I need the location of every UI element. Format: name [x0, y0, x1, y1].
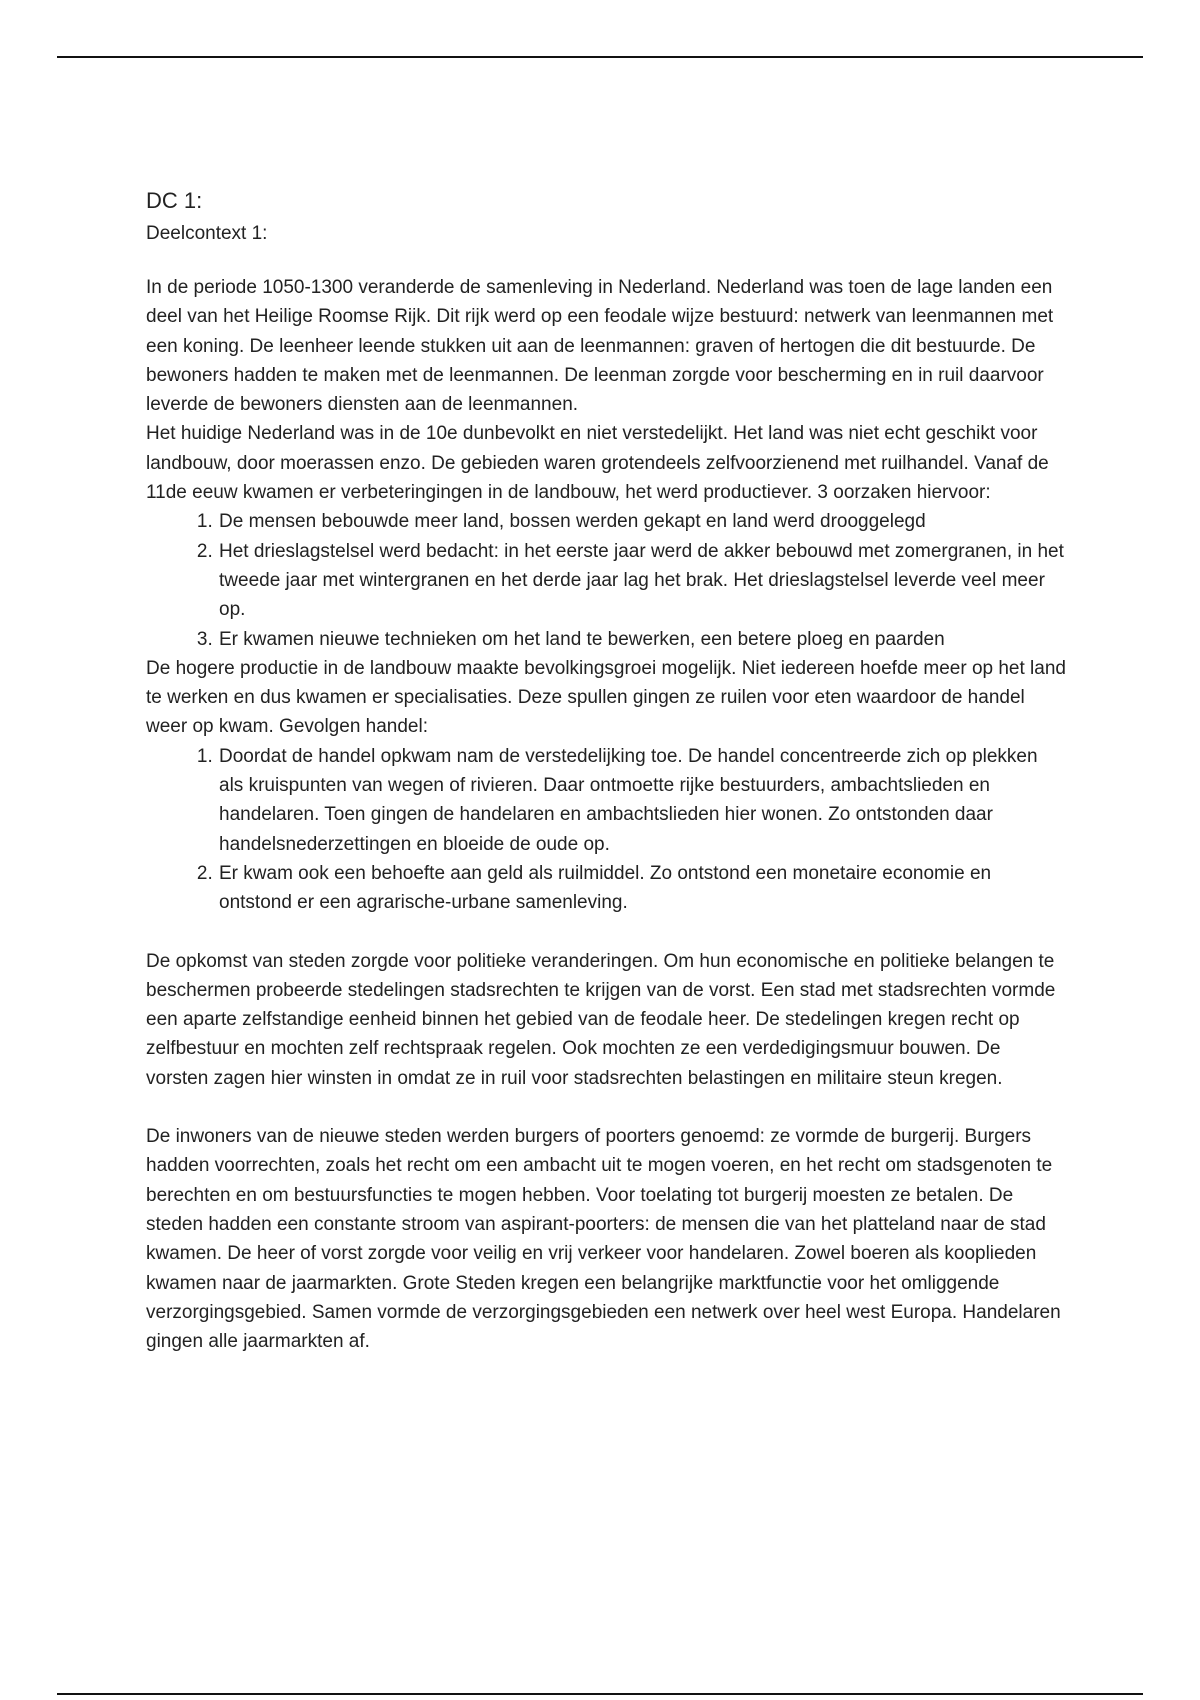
- paragraph-agriculture: Het huidige Nederland was in de 10e dunbevolkt en niet verstedelijkt. Het land was niet echt geschikt voor landbouw, door moerassen enzo. De gebieden waren grotendeels zelfvoorzienend met ruilhandel. Vanaf de 11de eeuw kwamen er verbeteringingen in de landbouw, het werd productiever. 3 oorzaken hiervoor:: [146, 423, 1049, 504]
- paragraph-burghers: De inwoners van de nieuwe steden werden burgers of poorters genoemd: ze vormde de burgerij. Burgers hadden voorrechten, zoals het recht om een ambacht uit te mogen voeren, en het recht om stadsgenoten te berechten en om bestuursfuncties te mogen hebben. Voor toelating tot burgerij moesten ze betalen. De steden hadden een constante stroom van aspirant-poorters: de mensen die van het platteland naar de stad kwamen. De heer of vorst zorgde voor veilig en vrij verkeer voor handelaren. Zowel boeren als kooplieden kwamen naar de jaarmarkten. Grote Steden kregen een belangrijke marktfunctie voor het omliggende verzorgingsgebied. Samen vormde de verzorgingsgebieden een netwerk over heel west Europa. Handelaren gingen alle jaarmarkten af.: [146, 1126, 1061, 1353]
- list-item: 3. Er kwamen nieuwe technieken om het land te bewerken, een betere ploeg en paarden: [218, 625, 1066, 654]
- paragraph-feudal-society: In de periode 1050-1300 veranderde de samenleving in Nederland. Nederland was toen de lage landen een deel van het Heilige Roomse Rijk. Dit rijk werd op een feodale wijze bestuurd: netwerk van leenmannen met een koning. De leenheer leende stukken uit aan de leenmannen: graven of hertogen die dit bestuurde. De bewoners hadden te maken met de leenmannen. De leenman zorgde voor bescherming en in ruil daarvoor leverde de bewoners diensten aan de leenmannen.: [146, 277, 1054, 416]
- list-item: 1. De mensen bebouwde meer land, bossen werden gekapt en land werd drooggelegd: [218, 507, 1066, 536]
- paragraph-gap: [146, 1093, 1066, 1122]
- bottom-rule: [57, 1693, 1143, 1695]
- paragraph-population-growth: De hogere productie in de landbouw maakte bevolkingsgroei mogelijk. Niet iedereen hoefde meer op het land te werken en dus kwamen er specialisaties. Deze spullen gingen ze ruilen voor eten waardoor de handel weer op kwam. Gevolgen handel:: [146, 657, 1066, 738]
- top-rule: [57, 56, 1143, 58]
- document-heading: DC 1:: [146, 188, 203, 213]
- list-causes: [146, 507, 1066, 653]
- list-item: 2. Er kwam ook een behoefte aan geld als ruilmiddel. Zo ontstond een monetaire economie en ontstond er een agrarische-urbane samenleving.: [218, 859, 1066, 918]
- document-body: [146, 187, 1066, 1356]
- document-subheading: Deelcontext 1:: [146, 223, 268, 244]
- paragraph-gap: [146, 918, 1066, 947]
- list-item: 2. Het drieslagstelsel werd bedacht: in het eerste jaar werd de akker bebouwd met zomergranen, in het tweede jaar met wintergranen en het derde jaar lag het brak. Het drieslagstelsel leverde veel meer op.: [218, 537, 1066, 625]
- list-effects: [146, 742, 1066, 918]
- list-item: 1. Doordat de handel opkwam nam de verstedelijking toe. De handel concentreerde zich op plekken als kruispunten van wegen of rivieren. Daar ontmoette rijke bestuurders, ambachtslieden en handelaren. Toen gingen de handelaren en ambachtslieden hier wonen. Zo ontstonden daar handelsnederzettingen en bloeide de oude op.: [218, 742, 1066, 859]
- paragraph-city-rights: De opkomst van steden zorgde voor politieke veranderingen. Om hun economische en politieke belangen te beschermen probeerde stedelingen stadsrechten te krijgen van de vorst. Een stad met stadsrechten vormde een aparte zelfstandige eenheid binnen het gebied van de feodale heer. De stedelingen kregen recht op zelfbestuur en mochten zelf rechtspraak regelen. Ook mochten ze een verdedigingsmuur bouwen. De vorsten zagen hier winsten in omdat ze in ruil voor stadsrechten belastingen en militaire steun kregen.: [146, 950, 1056, 1089]
